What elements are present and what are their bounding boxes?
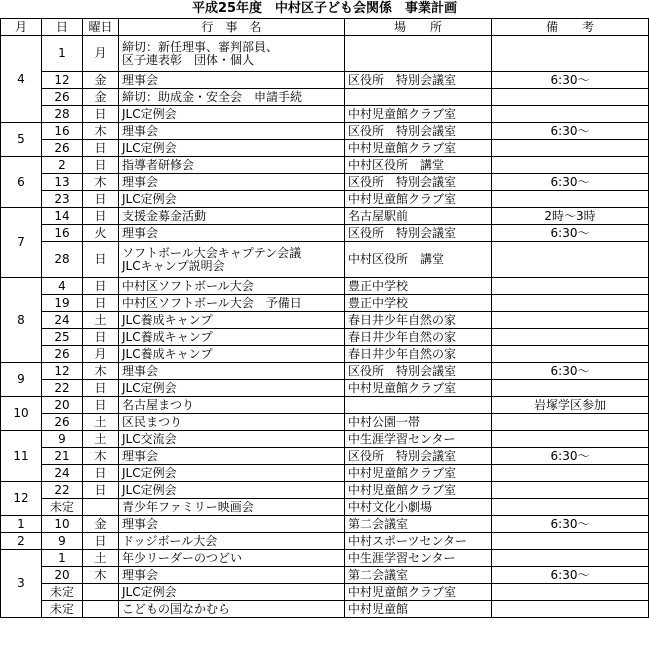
event-cell: JLC定例会 [119, 380, 345, 397]
place-cell: 中村児童館クラブ室 [345, 106, 492, 123]
note-cell [492, 36, 649, 72]
day-cell: 10 [42, 516, 83, 533]
weekday-cell: 金 [83, 89, 119, 106]
place-cell: 区役所 特別会議室 [345, 225, 492, 242]
place-cell: 区役所 特別会議室 [345, 72, 492, 89]
weekday-cell: 日 [83, 397, 119, 414]
table-row [1, 191, 649, 208]
place-cell: 区役所 特別会議室 [345, 123, 492, 140]
day-cell: 未定 [42, 584, 83, 601]
table-row [1, 448, 649, 465]
weekday-cell: 日 [83, 242, 119, 278]
event-plan-table [0, 18, 649, 618]
table-row [1, 157, 649, 174]
event-cell: JLC交流会 [119, 431, 345, 448]
header-row [1, 19, 649, 36]
event-cell: JLC定例会 [119, 465, 345, 482]
note-cell [492, 584, 649, 601]
weekday-cell: 日 [83, 106, 119, 123]
place-cell: 中村児童館 [345, 601, 492, 618]
weekday-cell: 土 [83, 431, 119, 448]
place-cell: 豊正中学校 [345, 295, 492, 312]
day-cell: 2 [42, 157, 83, 174]
event-cell: 理事会 [119, 516, 345, 533]
day-cell: 1 [42, 550, 83, 567]
day-cell: 24 [42, 465, 83, 482]
note-cell [492, 295, 649, 312]
month-cell: 11 [1, 431, 42, 482]
note-cell: 6:30～ [492, 363, 649, 380]
note-cell [492, 312, 649, 329]
event-cell: 中村区ソフトボール大会 予備日 [119, 295, 345, 312]
note-cell: 6:30～ [492, 448, 649, 465]
day-cell: 14 [42, 208, 83, 225]
event-cell: 支援金募金活動 [119, 208, 345, 225]
place-cell: 中村児童館クラブ室 [345, 140, 492, 157]
weekday-cell: 土 [83, 414, 119, 431]
event-cell: こどもの国なかむら [119, 601, 345, 618]
event-cell: 指導者研修会 [119, 157, 345, 174]
note-cell [492, 533, 649, 550]
place-cell: 中村児童館クラブ室 [345, 482, 492, 499]
table-row [1, 567, 649, 584]
place-cell [345, 397, 492, 414]
event-cell: 理事会 [119, 448, 345, 465]
note-cell: 6:30～ [492, 123, 649, 140]
table-row [1, 533, 649, 550]
table-row [1, 346, 649, 363]
event-cell: ソフトボール大会キャプテン会議 JLCキャンプ説明会 [119, 242, 345, 278]
day-cell: 21 [42, 448, 83, 465]
note-cell [492, 140, 649, 157]
day-cell: 28 [42, 106, 83, 123]
month-cell: 9 [1, 363, 42, 397]
note-cell: 6:30～ [492, 174, 649, 191]
day-cell: 26 [42, 346, 83, 363]
weekday-cell: 日 [83, 533, 119, 550]
month-cell: 12 [1, 482, 42, 516]
event-cell: JLC養成キャンプ [119, 312, 345, 329]
event-cell: JLC定例会 [119, 191, 345, 208]
note-cell: 6:30～ [492, 567, 649, 584]
day-cell: 22 [42, 482, 83, 499]
month-cell: 2 [1, 533, 42, 550]
header-note: 備 考 [492, 19, 649, 36]
table-row [1, 363, 649, 380]
place-cell: 中村児童館クラブ室 [345, 465, 492, 482]
day-cell: 4 [42, 278, 83, 295]
place-cell: 中村区役所 講堂 [345, 242, 492, 278]
weekday-cell: 土 [83, 312, 119, 329]
event-cell: 理事会 [119, 567, 345, 584]
weekday-cell: 日 [83, 157, 119, 174]
table-row [1, 601, 649, 618]
place-cell: 中村文化小劇場 [345, 499, 492, 516]
place-cell: 区役所 特別会議室 [345, 363, 492, 380]
table-row [1, 329, 649, 346]
table-row [1, 72, 649, 89]
table-row [1, 414, 649, 431]
weekday-cell [83, 499, 119, 516]
place-cell: 中生涯学習センター [345, 550, 492, 567]
table-row [1, 225, 649, 242]
note-cell [492, 380, 649, 397]
event-cell: 締切：助成金・安全会 申請手続 [119, 89, 345, 106]
event-cell: JLC定例会 [119, 106, 345, 123]
note-cell: 6:30～ [492, 72, 649, 89]
day-cell: 16 [42, 225, 83, 242]
place-cell: 中生涯学習センター [345, 431, 492, 448]
event-cell: 理事会 [119, 123, 345, 140]
weekday-cell: 土 [83, 550, 119, 567]
table-row [1, 278, 649, 295]
place-cell: 春日井少年自然の家 [345, 312, 492, 329]
table-row [1, 208, 649, 225]
weekday-cell: 日 [83, 482, 119, 499]
place-cell: 中村スポーツセンター [345, 533, 492, 550]
day-cell: 未定 [42, 601, 83, 618]
day-cell: 12 [42, 363, 83, 380]
table-row [1, 465, 649, 482]
place-cell: 春日井少年自然の家 [345, 329, 492, 346]
place-cell: 中村区役所 講堂 [345, 157, 492, 174]
weekday-cell: 火 [83, 225, 119, 242]
table-row [1, 397, 649, 414]
day-cell: 9 [42, 431, 83, 448]
table-row [1, 89, 649, 106]
note-cell [492, 242, 649, 278]
event-cell: 中村区ソフトボール大会 [119, 278, 345, 295]
month-cell: 3 [1, 550, 42, 618]
note-cell [492, 191, 649, 208]
day-cell: 20 [42, 567, 83, 584]
day-cell: 24 [42, 312, 83, 329]
month-cell: 8 [1, 278, 42, 363]
day-cell: 未定 [42, 499, 83, 516]
place-cell: 中村公園一帯 [345, 414, 492, 431]
weekday-cell: 月 [83, 346, 119, 363]
day-cell: 19 [42, 295, 83, 312]
event-cell: JLC養成キャンプ [119, 329, 345, 346]
header-month: 月 [1, 19, 42, 36]
note-cell [492, 89, 649, 106]
note-cell [492, 329, 649, 346]
note-cell: 6:30～ [492, 225, 649, 242]
event-cell: 理事会 [119, 174, 345, 191]
weekday-cell: 金 [83, 516, 119, 533]
day-cell: 16 [42, 123, 83, 140]
event-cell: 理事会 [119, 225, 345, 242]
event-cell: 年少リーダーのつどい [119, 550, 345, 567]
weekday-cell: 日 [83, 295, 119, 312]
note-cell [492, 601, 649, 618]
weekday-cell: 月 [83, 36, 119, 72]
place-cell: 区役所 特別会議室 [345, 448, 492, 465]
event-cell: 青少年ファミリー映画会 [119, 499, 345, 516]
table-body [1, 36, 649, 618]
table-row [1, 140, 649, 157]
weekday-cell: 木 [83, 123, 119, 140]
note-cell [492, 499, 649, 516]
month-cell: 1 [1, 516, 42, 533]
table-row [1, 123, 649, 140]
place-cell [345, 89, 492, 106]
month-cell: 4 [1, 36, 42, 123]
table-row [1, 242, 649, 278]
place-cell: 中村児童館クラブ室 [345, 191, 492, 208]
weekday-cell: 日 [83, 140, 119, 157]
event-cell: JLC定例会 [119, 584, 345, 601]
table-row [1, 106, 649, 123]
day-cell: 22 [42, 380, 83, 397]
event-cell: 区民まつり [119, 414, 345, 431]
table-row [1, 516, 649, 533]
place-cell: 中村児童館クラブ室 [345, 380, 492, 397]
event-cell: 締切：新任理事、審判部員、 区子連表彰 団体・個人 [119, 36, 345, 72]
event-cell: JLC定例会 [119, 482, 345, 499]
place-cell [345, 36, 492, 72]
month-cell: 5 [1, 123, 42, 157]
note-cell: 2時～3時 [492, 208, 649, 225]
weekday-cell: 木 [83, 567, 119, 584]
note-cell [492, 414, 649, 431]
weekday-cell [83, 584, 119, 601]
weekday-cell: 木 [83, 174, 119, 191]
day-cell: 12 [42, 72, 83, 89]
weekday-cell: 日 [83, 329, 119, 346]
note-cell [492, 278, 649, 295]
note-cell [492, 157, 649, 174]
day-cell: 20 [42, 397, 83, 414]
day-cell: 25 [42, 329, 83, 346]
note-cell [492, 465, 649, 482]
note-cell [492, 550, 649, 567]
place-cell: 第二会議室 [345, 567, 492, 584]
weekday-cell: 金 [83, 72, 119, 89]
table-row [1, 174, 649, 191]
weekday-cell: 日 [83, 191, 119, 208]
event-cell: 理事会 [119, 363, 345, 380]
weekday-cell: 日 [83, 208, 119, 225]
day-cell: 28 [42, 242, 83, 278]
place-cell: 第二会議室 [345, 516, 492, 533]
place-cell: 名古屋駅前 [345, 208, 492, 225]
header-day: 日 [42, 19, 83, 36]
event-cell: 理事会 [119, 72, 345, 89]
weekday-cell: 日 [83, 278, 119, 295]
note-cell: 岩塚学区参加 [492, 397, 649, 414]
place-cell: 春日井少年自然の家 [345, 346, 492, 363]
table-header [1, 19, 649, 36]
month-cell: 10 [1, 397, 42, 431]
event-cell: 名古屋まつり [119, 397, 345, 414]
day-cell: 23 [42, 191, 83, 208]
table-row [1, 312, 649, 329]
note-cell: 6:30～ [492, 516, 649, 533]
event-cell: JLC養成キャンプ [119, 346, 345, 363]
note-cell [492, 346, 649, 363]
day-cell: 26 [42, 89, 83, 106]
table-row [1, 482, 649, 499]
place-cell: 豊正中学校 [345, 278, 492, 295]
header-weekday: 曜日 [83, 19, 119, 36]
table-row [1, 584, 649, 601]
weekday-cell: 木 [83, 448, 119, 465]
note-cell [492, 482, 649, 499]
header-place: 場 所 [345, 19, 492, 36]
day-cell: 26 [42, 140, 83, 157]
weekday-cell [83, 601, 119, 618]
header-event: 行 事 名 [119, 19, 345, 36]
table-row [1, 295, 649, 312]
month-cell: 6 [1, 157, 42, 208]
day-cell: 1 [42, 36, 83, 72]
month-cell: 7 [1, 208, 42, 278]
event-cell: ドッジボール大会 [119, 533, 345, 550]
day-cell: 13 [42, 174, 83, 191]
day-cell: 9 [42, 533, 83, 550]
place-cell: 区役所 特別会議室 [345, 174, 492, 191]
table-row [1, 550, 649, 567]
table-row [1, 499, 649, 516]
day-cell: 26 [42, 414, 83, 431]
weekday-cell: 日 [83, 465, 119, 482]
table-row [1, 431, 649, 448]
table-row [1, 36, 649, 72]
place-cell: 中村児童館クラブ室 [345, 584, 492, 601]
event-cell: JLC定例会 [119, 140, 345, 157]
table-row [1, 380, 649, 397]
weekday-cell: 木 [83, 363, 119, 380]
note-cell [492, 106, 649, 123]
weekday-cell: 日 [83, 380, 119, 397]
note-cell [492, 431, 649, 448]
page-title: 平成25年度 中村区子ども会関係 事業計画 [191, 1, 458, 16]
